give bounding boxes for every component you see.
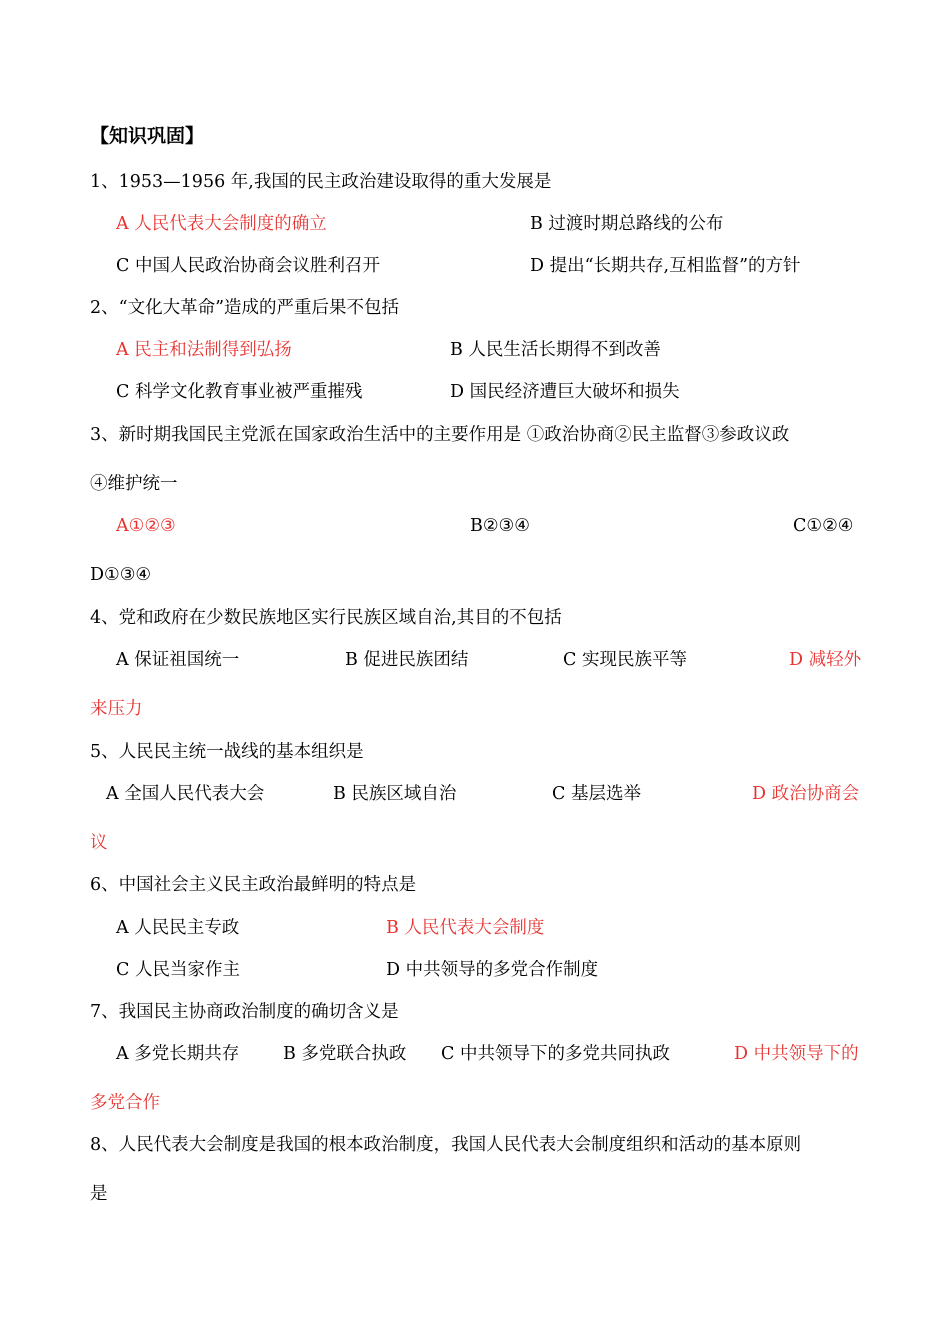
question-5-option-c: C 基层选举 <box>552 784 641 804</box>
question-7-option-d-wrap: 多党合作 <box>90 1093 160 1113</box>
section-heading: 【知识巩固】 <box>90 125 205 147</box>
question-3-option-d: D①③④ <box>90 565 152 585</box>
question-3-option-c: C①②④ <box>793 516 854 536</box>
question-1-option-c: C 中国人民政治协商会议胜利召开 <box>116 256 380 276</box>
question-3-option-a: A①②③ <box>116 516 176 536</box>
question-2-option-b: B 人民生活长期得不到改善 <box>450 340 661 360</box>
question-5-option-a: A 全国人民代表大会 <box>106 784 265 804</box>
question-2-option-a: A 民主和法制得到弘扬 <box>116 340 292 360</box>
question-3-stem-line2: ④维护统一 <box>90 474 178 494</box>
question-5-option-d-wrap: 议 <box>90 833 108 853</box>
question-5-option-d: D 政治协商会 <box>752 784 860 804</box>
question-4-option-b: B 促进民族团结 <box>345 650 469 670</box>
question-4-option-c: C 实现民族平等 <box>563 650 687 670</box>
question-7-option-c: C 中共领导下的多党共同执政 <box>441 1044 670 1064</box>
question-7-stem: 7、我国民主协商政治制度的确切含义是 <box>90 1002 399 1022</box>
question-1-option-d: D 提出“长期共存,互相监督”的方针 <box>530 256 801 276</box>
question-2-option-d: D 国民经济遭巨大破坏和损失 <box>450 382 680 402</box>
question-1-stem: 1、1953—1956 年,我国的民主政治建设取得的重大发展是 <box>90 172 552 192</box>
question-3-stem-line1: 3、新时期我国民主党派在国家政治生活中的主要作用是 ①政治协商②民主监督③参政议政 <box>90 425 790 445</box>
question-7-option-a: A 多党长期共存 <box>116 1044 240 1064</box>
question-1-option-a: A 人民代表大会制度的确立 <box>116 214 327 234</box>
question-4-option-a: A 保证祖国统一 <box>116 650 240 670</box>
question-1-option-b: B 过渡时期总路线的公布 <box>530 214 724 234</box>
question-5-stem: 5、人民民主统一战线的基本组织是 <box>90 742 364 762</box>
question-6-stem: 6、中国社会主义民主政治最鲜明的特点是 <box>90 875 417 895</box>
question-6-option-a: A 人民民主专政 <box>116 918 240 938</box>
question-8-stem-line2: 是 <box>90 1184 108 1204</box>
question-5-option-b: B 民族区域自治 <box>333 784 457 804</box>
question-2-option-c: C 科学文化教育事业被严重摧残 <box>116 382 363 402</box>
question-4-option-d: D 减轻外 <box>789 650 862 670</box>
question-6-option-b: B 人民代表大会制度 <box>386 918 545 938</box>
question-7-option-d: D 中共领导下的 <box>734 1044 859 1064</box>
question-3-option-b: B②③④ <box>470 516 530 536</box>
question-7-option-b: B 多党联合执政 <box>283 1044 407 1064</box>
question-4-stem: 4、党和政府在少数民族地区实行民族区域自治,其目的不包括 <box>90 608 562 628</box>
question-8-stem-line1: 8、人民代表大会制度是我国的根本政治制度，我国人民代表大会制度组织和活动的基本原则 <box>90 1135 802 1155</box>
question-2-stem: 2、“文化大革命”造成的严重后果不包括 <box>90 298 400 318</box>
question-6-option-c: C 人民当家作主 <box>116 960 240 980</box>
question-6-option-d: D 中共领导的多党合作制度 <box>386 960 599 980</box>
question-4-option-d-wrap: 来压力 <box>90 699 143 719</box>
